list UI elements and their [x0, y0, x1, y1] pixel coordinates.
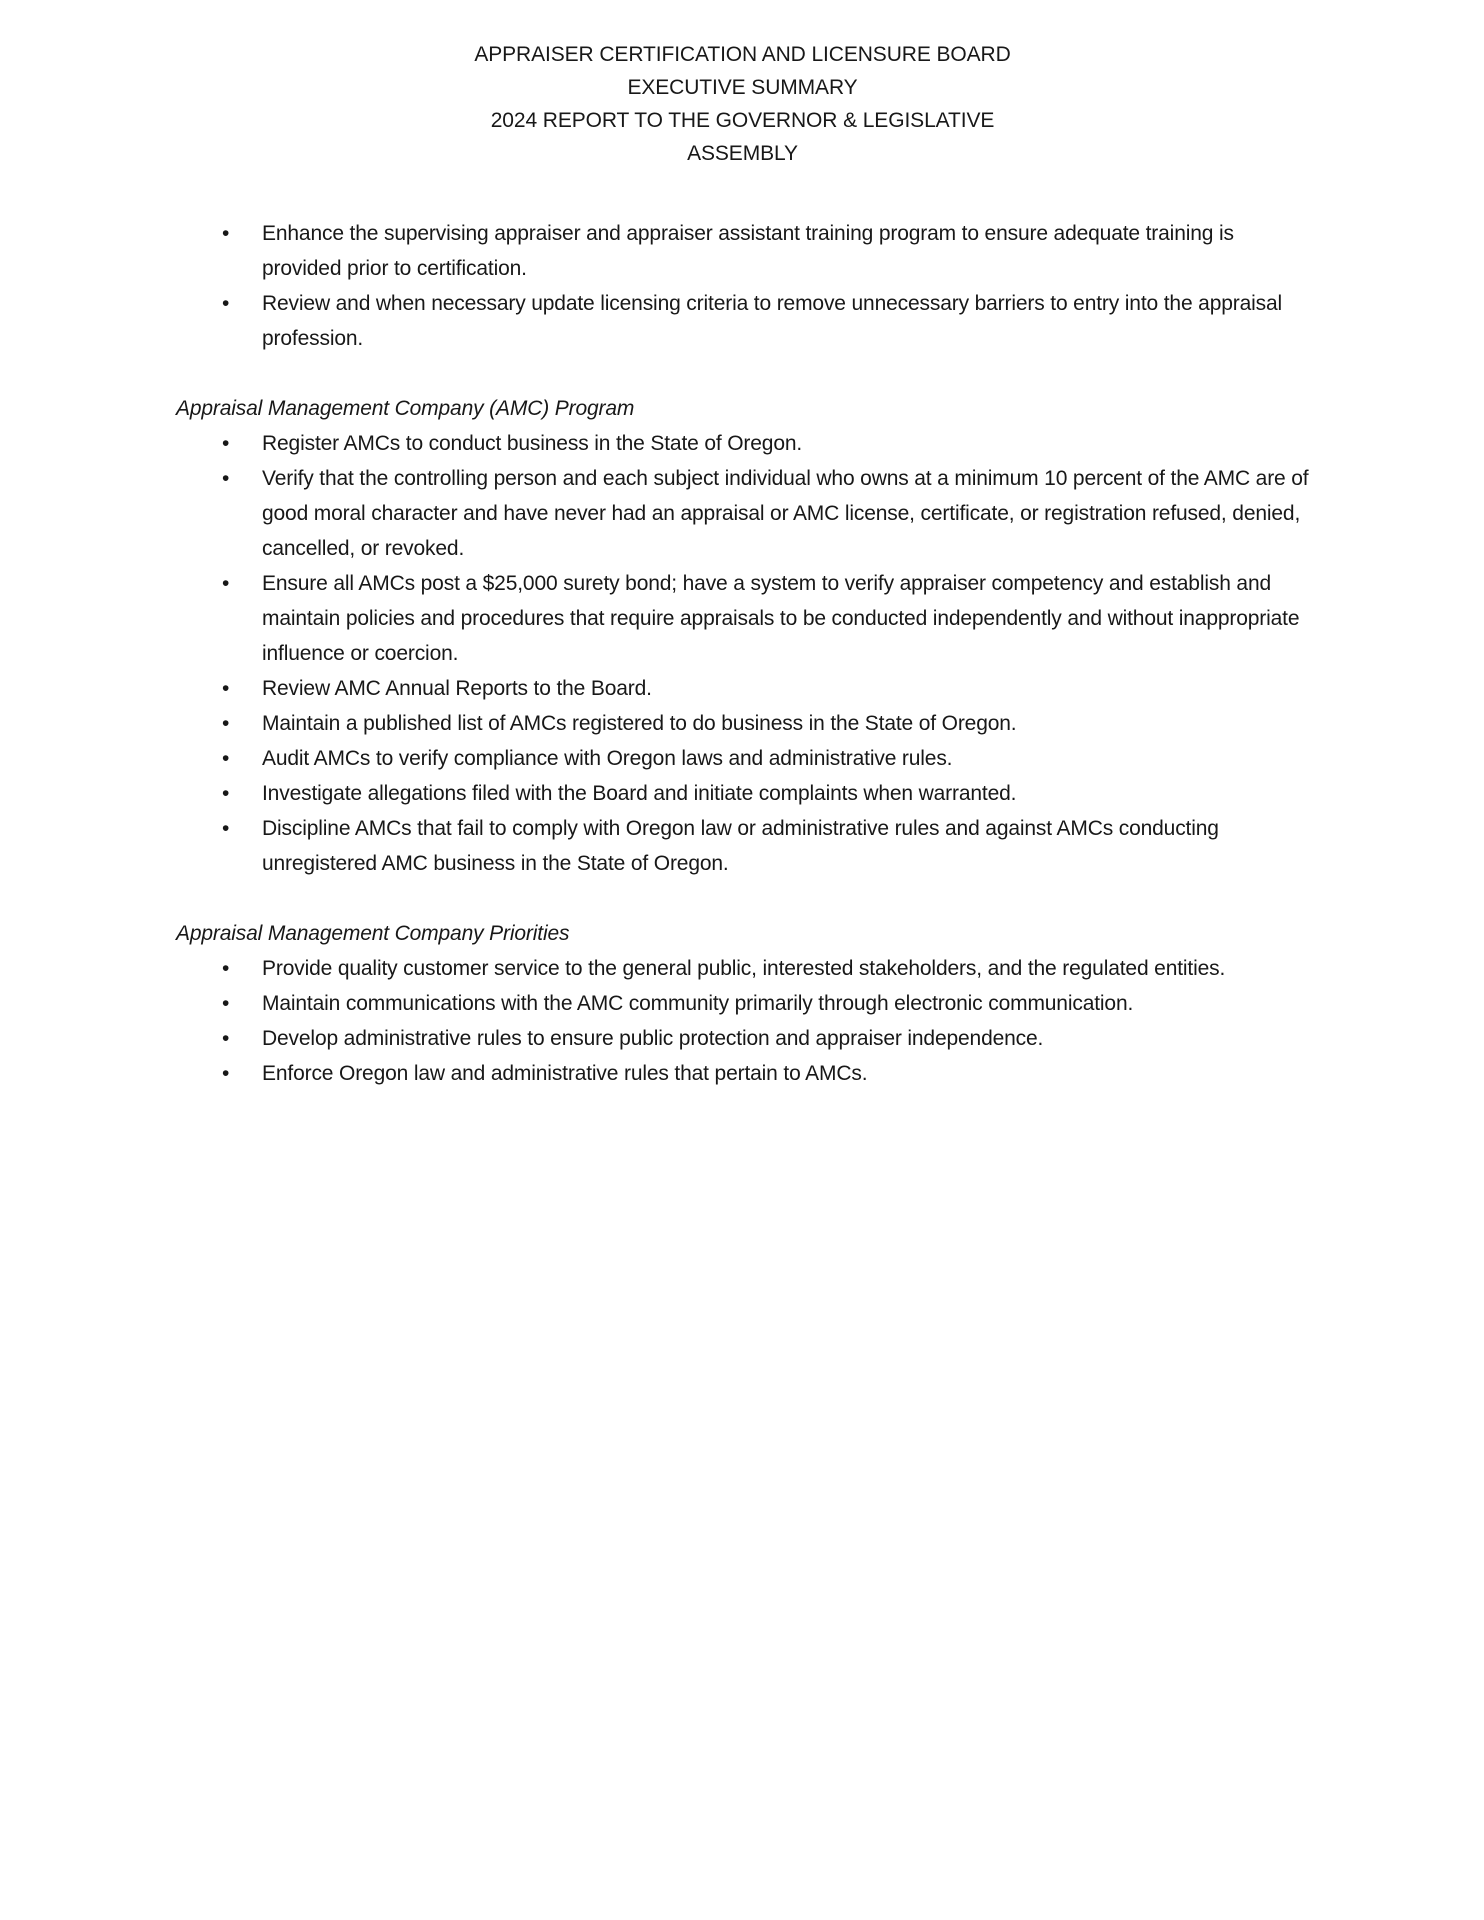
list-item [176, 741, 1309, 776]
document-title [176, 38, 1309, 170]
section-heading-amc-priorities: Appraisal Management Company Priorities [176, 922, 570, 945]
section-amc-priorities [176, 916, 1309, 1091]
bullet-text: Enhance the supervising appraiser and appraiser assistant training program to ensure adequate training is provided prior to certification. [262, 222, 1234, 280]
bullet-text: Maintain communications with the AMC community primarily through electronic communication. [262, 992, 1134, 1015]
bullet-list [176, 216, 1309, 356]
bullet-text: Review and when necessary update licensing criteria to remove unnecessary barriers to entry into the appraisal profession. [262, 292, 1283, 350]
bullet-text: Enforce Oregon law and administrative rules that pertain to AMCs. [262, 1062, 868, 1085]
bullet-icon: • [222, 292, 230, 315]
bullet-text: Audit AMCs to verify compliance with Oregon laws and administrative rules. [262, 747, 953, 770]
list-item [176, 706, 1309, 741]
list-item [176, 776, 1309, 811]
bullet-icon: • [222, 572, 230, 595]
bullet-text: Investigate allegations filed with the Board and initiate complaints when warranted. [262, 782, 1017, 805]
bullet-text: Provide quality customer service to the general public, interested stakeholders, and the regulated entities. [262, 957, 1226, 980]
list-item [176, 811, 1309, 881]
title-line-4: ASSEMBLY [687, 142, 798, 165]
list-item [176, 426, 1309, 461]
title-line-2: EXECUTIVE SUMMARY [627, 76, 858, 99]
list-item [176, 951, 1309, 986]
bullet-list [176, 951, 1309, 1091]
bullet-text: Review AMC Annual Reports to the Board. [262, 677, 652, 700]
bullet-icon: • [222, 747, 230, 770]
list-item [176, 461, 1309, 566]
section-board-priorities [176, 216, 1309, 356]
bullet-text: Verify that the controlling person and each subject individual who owns at a minimum 10 percent of the AMC are of good moral character and have never had an appraisal or AMC license, certificate, or registration refused, denied, cancelled, or revoked. [262, 467, 1309, 560]
list-item [176, 1021, 1309, 1056]
bullet-text: Register AMCs to conduct business in the State of Oregon. [262, 432, 803, 455]
bullet-icon: • [222, 957, 230, 980]
list-item [176, 1056, 1309, 1091]
list-item [176, 986, 1309, 1021]
list-item [176, 671, 1309, 706]
bullet-icon: • [222, 1062, 230, 1085]
list-item [176, 566, 1309, 671]
title-line-3: 2024 REPORT TO THE GOVERNOR & LEGISLATIVE [490, 109, 995, 132]
bullet-icon: • [222, 782, 230, 805]
bullet-icon: • [222, 1027, 230, 1050]
bullet-text: Maintain a published list of AMCs registered to do business in the State of Oregon. [262, 712, 1017, 735]
bullet-text: Ensure all AMCs post a $25,000 surety bond; have a system to verify appraiser competency and establish and maintain policies and procedures that require appraisals to be conducted independently and without inappropriate influence or coercion. [262, 572, 1300, 665]
list-item [176, 216, 1309, 286]
bullet-icon: • [222, 467, 230, 490]
bullet-icon: • [222, 712, 230, 735]
bullet-list [176, 426, 1309, 881]
list-item [176, 286, 1309, 356]
section-amc-program [176, 391, 1309, 881]
bullet-icon: • [222, 677, 230, 700]
bullet-text: Develop administrative rules to ensure public protection and appraiser independence. [262, 1027, 1044, 1050]
title-line-1: APPRAISER CERTIFICATION AND LICENSURE BOARD [474, 43, 1011, 66]
section-heading-amc-program: Appraisal Management Company (AMC) Program [176, 397, 635, 420]
document-body [176, 216, 1309, 1091]
bullet-icon: • [222, 992, 230, 1015]
bullet-text: Discipline AMCs that fail to comply with Oregon law or administrative rules and against AMCs conducting unregistered AMC business in the State of Oregon. [262, 817, 1219, 875]
bullet-icon: • [222, 222, 230, 245]
bullet-icon: • [222, 817, 230, 840]
bullet-icon: • [222, 432, 230, 455]
